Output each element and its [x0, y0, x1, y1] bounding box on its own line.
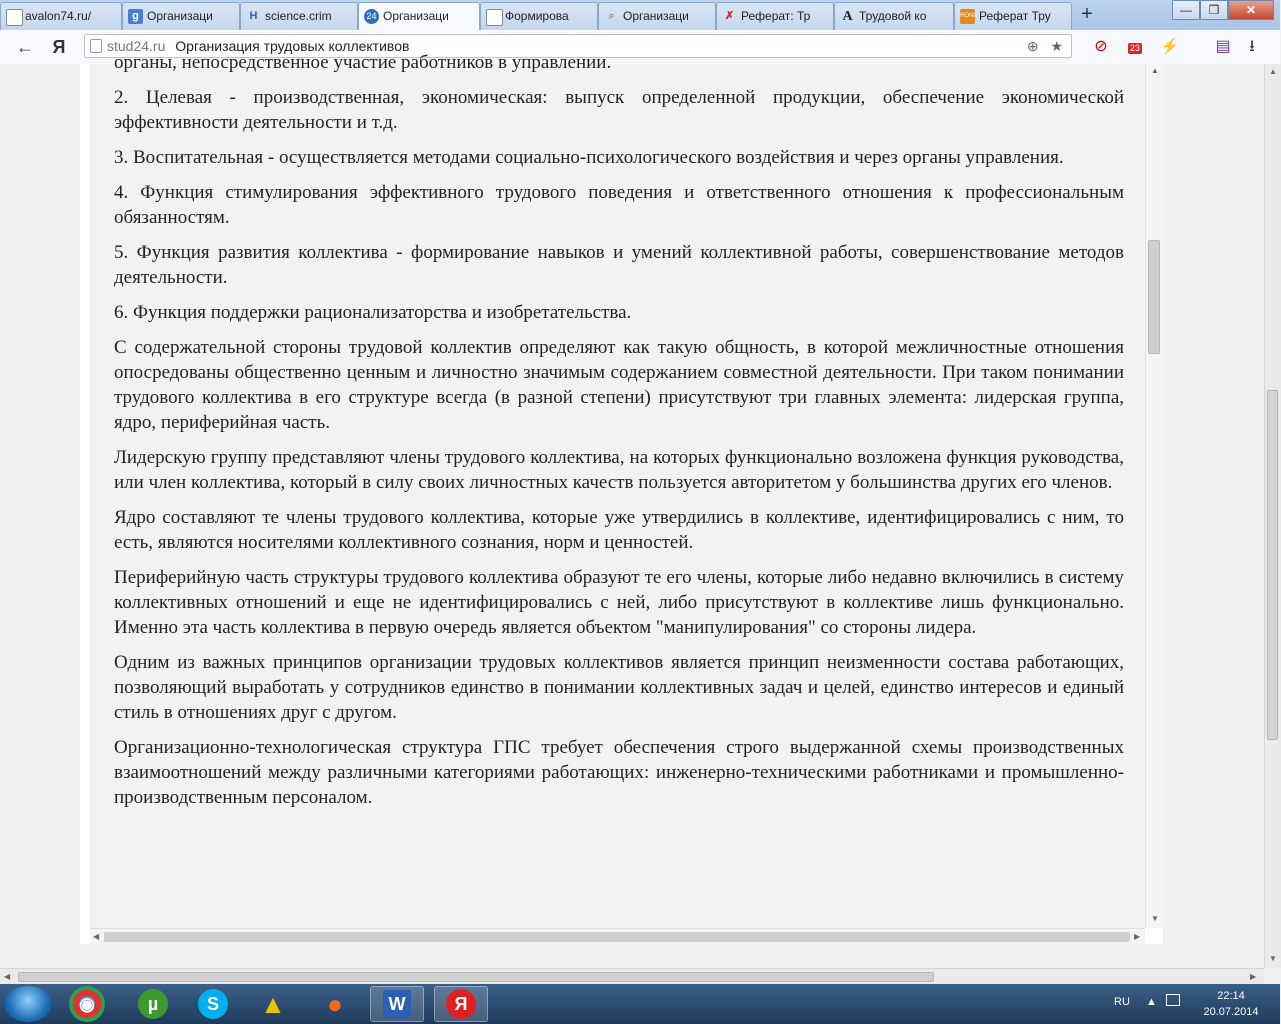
- article-hscroll-thumb[interactable]: [104, 932, 1130, 942]
- scroll-up-arrow-icon[interactable]: ▲: [1269, 67, 1277, 76]
- page-horizontal-scrollbar[interactable]: [0, 968, 1264, 985]
- article-paragraph: 2. Целевая - производственная, экономическая: выпуск определенной продукции, обеспечение экономической эффективности деятельности и т.д.: [114, 87, 1124, 133]
- article-paragraph: 5. Функция развития коллектива - формирование навыков и умений коллективной работы, совершенствование методов деятельности.: [114, 242, 1124, 288]
- skype-glyph: S: [198, 989, 228, 1019]
- tab-label: Организаци: [383, 9, 449, 23]
- article-paragraph: 4. Функция стимулирования эффективного трудового поведения и ответственного отношения к профессиональным обязанностям.: [114, 182, 1124, 228]
- tab-label: avalon74.ru/: [25, 9, 92, 23]
- page-icon: [6, 9, 23, 26]
- start-button[interactable]: [4, 986, 52, 1022]
- tab-label: Организаци: [623, 9, 689, 23]
- chrome-taskbar-icon[interactable]: [69, 986, 105, 1022]
- referat-icon: ✗: [724, 10, 735, 22]
- daemon-tools-taskbar-icon[interactable]: [246, 986, 300, 1022]
- article-panel: [90, 52, 1145, 928]
- article-paragraph: органы, непосредственное участие работников в управлении.: [114, 52, 612, 73]
- article-paragraph: Организационно-технологическая структура ГПС требует обеспечения строго выдержанной схемы производственных взаимоотношений между различными категориями работающих: инженерно-техническими работниками и промышленно-производственным персоналом.: [114, 737, 1124, 808]
- extension-icon[interactable]: ⚡: [1160, 38, 1180, 55]
- tab-roni[interactable]: [954, 2, 1072, 30]
- maximize-button[interactable]: ❐: [1200, 0, 1228, 20]
- download-icon[interactable]: ⭳: [1249, 38, 1255, 55]
- page-hscroll-thumb[interactable]: [18, 972, 934, 982]
- scroll-right-arrow-icon[interactable]: ▶: [1250, 972, 1257, 981]
- star-icon[interactable]: ★: [1050, 38, 1063, 54]
- page-viewport: [0, 52, 1264, 968]
- chrome-glyph: ◉: [79, 993, 95, 1014]
- roni-icon: RONI: [960, 9, 975, 24]
- tab-label: science.crim: [265, 9, 332, 23]
- tray-expand-icon[interactable]: ▲: [1146, 996, 1157, 1008]
- page-scroll-thumb[interactable]: [1267, 390, 1278, 740]
- tab-label: Трудовой ко: [859, 9, 927, 23]
- google-icon: g: [128, 9, 143, 24]
- page-vertical-scrollbar[interactable]: [1264, 64, 1281, 968]
- tab-label: Реферат: Тр: [741, 9, 811, 23]
- article-paragraph: 6. Функция поддержки рационализаторства и изобретательства.: [114, 302, 632, 323]
- font-icon: A: [842, 9, 853, 24]
- yandex-glyph: Я: [446, 989, 476, 1019]
- science-icon: Н: [249, 10, 258, 22]
- tab-avalon[interactable]: [0, 2, 122, 30]
- address-domain: stud24.ru: [107, 38, 166, 54]
- clock-date: 20.07.2014: [1203, 1006, 1259, 1018]
- tray-clock[interactable]: [1196, 988, 1266, 1020]
- article-paragraph: Лидерскую группу представляют члены трудового коллектива, на которых функционально возложена функция руководства, или член коллектива, который в силу своих личностных качеств пользуется авторитетом у большинства других его членов.: [114, 447, 1124, 493]
- tab-label: Реферат Тру: [979, 9, 1051, 23]
- window-controls: [1172, 0, 1274, 20]
- network-icon[interactable]: [1166, 994, 1180, 1006]
- mail-icon[interactable]: [1122, 36, 1148, 58]
- origin-glyph: ●: [327, 988, 343, 1019]
- daemon-glyph: ▲: [260, 988, 286, 1019]
- back-button[interactable]: ←: [16, 37, 34, 57]
- article-text: [114, 50, 1124, 820]
- address-title: Организация трудовых коллективов: [175, 38, 410, 54]
- article-horizontal-scrollbar[interactable]: [90, 928, 1145, 945]
- tab-formirovanie[interactable]: [480, 2, 598, 30]
- tab-science[interactable]: [240, 2, 358, 30]
- scroll-left-arrow-icon[interactable]: ◀: [93, 932, 100, 941]
- article-vertical-scrollbar[interactable]: [1145, 64, 1163, 928]
- article-paragraph: Периферийную часть структуры трудового коллектива образуют те его члены, которые либо недавно включились в систему коллективных отношений и еще не идентифицировались с ней, либо присутствуют в коллективе лишь функционально. Именно эта часть коллектива в первую очередь является объектом "манипулирования" со стороны лидера.: [114, 567, 1124, 638]
- page-info-icon[interactable]: [90, 39, 102, 53]
- clock-time: 22:14: [1217, 990, 1245, 1002]
- scroll-right-arrow-icon[interactable]: ▶: [1134, 932, 1141, 941]
- close-button[interactable]: ✕: [1228, 0, 1274, 20]
- skype-taskbar-icon[interactable]: [186, 986, 240, 1022]
- scroll-up-arrow-icon[interactable]: ▲: [1151, 66, 1159, 75]
- utorrent-glyph: µ: [138, 989, 168, 1019]
- article-paragraph: Ядро составляют те члены трудового коллектива, которые уже утвердились в коллективе, идентифицировались с ним, то есть, являются носителями коллективного сознания, норм и ценностей.: [114, 507, 1124, 553]
- page-icon: [486, 9, 503, 26]
- scroll-down-arrow-icon[interactable]: ▼: [1269, 954, 1277, 963]
- taskbar: [0, 984, 1280, 1024]
- tab-label: Организаци: [147, 9, 213, 23]
- word-taskbar-icon[interactable]: [370, 986, 424, 1022]
- article-paragraph: 3. Воспитательная - осуществляется методами социально-психологического воздействия и через органы управления.: [114, 147, 1064, 168]
- yandex-browser-taskbar-icon[interactable]: [434, 986, 488, 1022]
- language-indicator[interactable]: RU: [1114, 996, 1130, 1008]
- search-icon: ⌕: [608, 10, 615, 22]
- tab-strip: [0, 0, 1280, 30]
- zoom-icon[interactable]: ⊕: [1026, 38, 1039, 54]
- tab-google[interactable]: [122, 2, 240, 30]
- stud24-icon: 24: [364, 9, 379, 24]
- tab-label: Формирова: [505, 9, 569, 23]
- article-scroll-thumb[interactable]: [1148, 240, 1160, 354]
- word-glyph: W: [383, 990, 411, 1018]
- new-tab-button[interactable]: +: [1081, 3, 1093, 25]
- scroll-left-arrow-icon[interactable]: ◀: [4, 972, 11, 981]
- minimize-button[interactable]: —: [1172, 0, 1200, 20]
- article-paragraph: С содержательной стороны трудовой коллектив определяют как такую общность, в которой межличностные отношения опосредованы общественно ценным и личностно значимым содержанием совместной деятельности. При таком понимании трудового коллектива в его структуре всегда (в разной степени) присутствуют три главных элемента: лидерская группа, ядро, периферийная часть.: [114, 337, 1124, 433]
- tab-stud24[interactable]: [358, 2, 480, 30]
- winrar-icon[interactable]: ▤: [1215, 38, 1231, 55]
- adblock-icon[interactable]: ⊘: [1094, 38, 1108, 55]
- tab-trudovoy[interactable]: [834, 2, 954, 30]
- origin-taskbar-icon[interactable]: [308, 986, 362, 1022]
- utorrent-taskbar-icon[interactable]: [126, 986, 180, 1022]
- article-paragraph: Одним из важных принципов организации трудовых коллективов является принцип неизменности состава работающих, позволяющий выработать у сотрудников единство в понимании коллективных задач и целей, единство интересов и единый стиль в отношениях друг с другом.: [114, 652, 1124, 723]
- tab-referat[interactable]: [716, 2, 834, 30]
- mail-badge: 23: [1129, 43, 1140, 53]
- scroll-down-arrow-icon[interactable]: ▼: [1151, 914, 1159, 923]
- tab-search[interactable]: [598, 2, 716, 30]
- yandex-home-button[interactable]: Я: [52, 37, 66, 57]
